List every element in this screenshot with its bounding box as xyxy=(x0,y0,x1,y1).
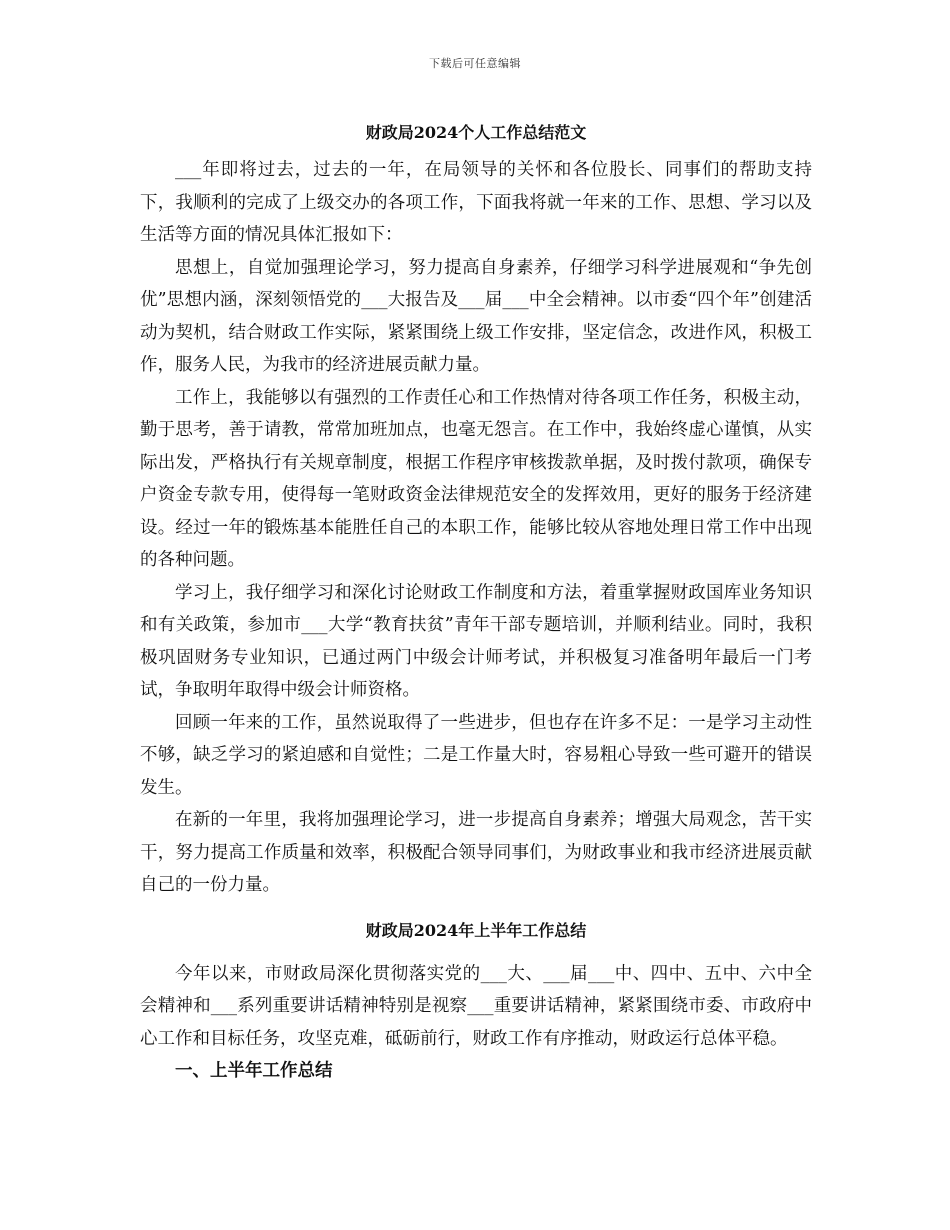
document-body xyxy=(140,120,812,1088)
header-note: 下载后可任意编辑 xyxy=(429,57,521,70)
paragraph-intro: ___年即将过去，过去的一年，在局领导的关怀和各位股长、同事们的帮助支持下，我顺利的完成了上级交办的各项工作，下面我将就一年来的工作、思想、学习以及生活等方面的情况具体汇报如下： xyxy=(140,160,812,245)
document-title: 财政局2024个人工作总结范文 xyxy=(365,123,587,142)
subsection-heading: 一、上半年工作总结 xyxy=(175,1061,333,1081)
paragraph-thought: 思想上，自觉加强理论学习，努力提高自身素养，仔细学习科学进展观和“争先创优”思想内涵，深刻领悟党的___大报告及___届___中全会精神。以市委“四个年”创建活动为契机，结合财政工作实际，紧紧围绕上级工作安排，坚定信念，改进作风，积极工作，服务人民，为我市的经济进展贡献力量。 xyxy=(140,257,812,375)
paragraph-summary-intro: 今年以来，市财政局深化贯彻落实党的___大、___届___中、四中、五中、六中全会精神和___系列重要讲话精神特别是视察___重要讲话精神，紧紧围绕市委、市政府中心工作和目标任务，攻坚克难，砥砺前行，财政工作有序推动，财政运行总体平稳。 xyxy=(140,963,812,1049)
paragraph-outlook: 在新的一年里，我将加强理论学习，进一步提高自身素养；增强大局观念，苦干实干，努力提高工作质量和效率，积极配合领导同事们，为财政事业和我市经济进展贡献自己的一份力量。 xyxy=(140,810,812,895)
paragraph-review: 回顾一年来的工作，虽然说取得了一些进步，但也存在许多不足：一是学习主动性不够，缺乏学习的紧迫感和自觉性；二是工作量大时，容易粗心导致一些可避开的错误发生。 xyxy=(140,712,812,798)
section-title: 财政局2024年上半年工作总结 xyxy=(365,920,587,940)
paragraph-work: 工作上，我能够以有强烈的工作责任心和工作热情对待各项工作任务，积极主动，勤于思考，善于请教，常常加班加点，也毫无怨言。在工作中，我始终虚心谨慎，从实际出发，严格执行有关规章制度，根据工作程序审核拨款单据，及时拨付款项，确保专户资金专款专用，使得每一笔财政资金法律规范安全的发挥效用，更好的服务于经济建设。经过一年的锻炼基本能胜任自己的本职工作，能够比较从容地处理日常工作中出现的各种问题。 xyxy=(140,387,812,570)
paragraph-study: 学习上，我仔细学习和深化讨论财政工作制度和方法，着重掌握财政国库业务知识和有关政策，参加市___大学“教育扶贫”青年干部专题培训，并顺利结业。同时，我积极巩固财务专业知识，已通过两门中级会计师考试，并积极复习准备明年最后一门考试，争取明年取得中级会计师资格。 xyxy=(140,582,812,700)
